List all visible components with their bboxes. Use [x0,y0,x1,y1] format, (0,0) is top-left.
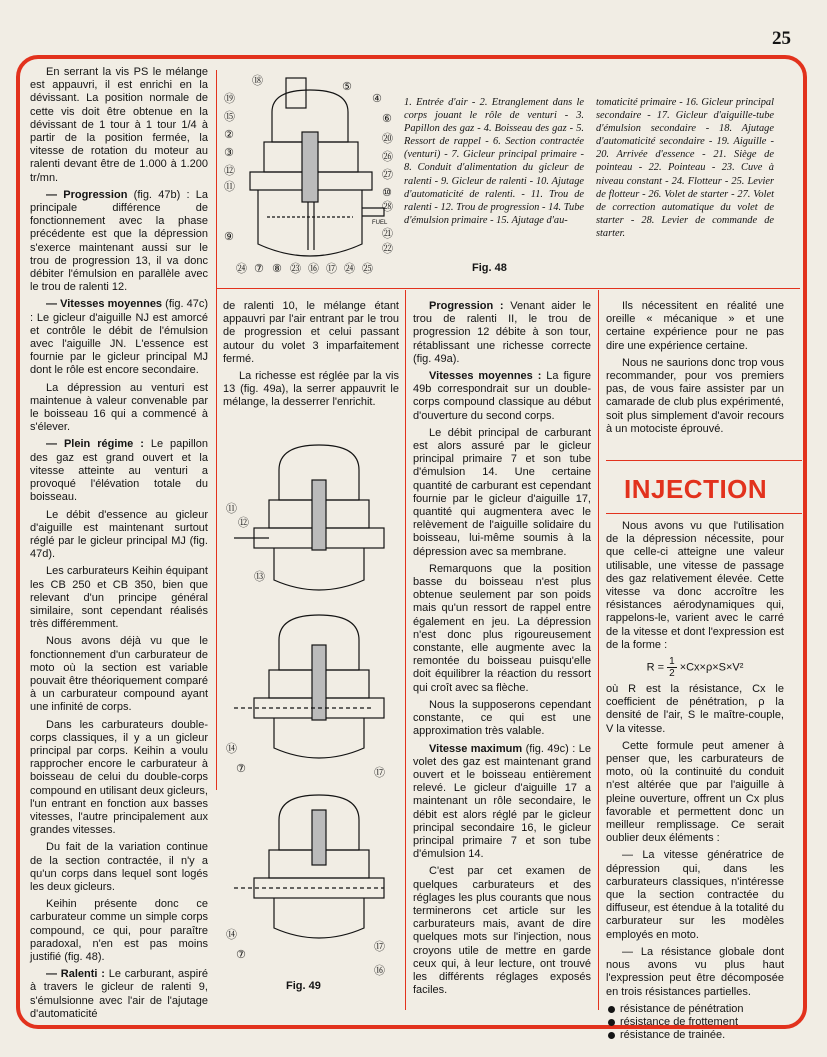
callout-number: ㉔ [344,262,355,275]
fig48-label: Fig. 48 [472,262,507,274]
paragraph-text: Venant aider le trou de ralenti II, le trou de progression 12 débite à son tour, rétablissant une richesse correcte (fig. 49a). [413,300,592,365]
formula-denominator: 2 [669,668,675,680]
callout-number: ⑰ [326,262,337,275]
callout-number: ⑮ [224,110,235,123]
formula-lhs: R = [646,661,664,674]
paragraph-text: Le carburant, aspiré à travers le gicleur de ralenti 9, s'émulsionne avec l'air de l'ajutage d'automaticité [30,968,209,1020]
paragraph [413,300,591,366]
paragraph: Cette formule peut amener à penser que, les carburateurs de moto, où la continuité du conduit n'est altérée que par l'aiguille à pleine ouverture, offrent un Cx plus favorable et permettent donc un meilleur remplissage. Ce serait oublier deux éléments : [606,739,784,845]
paragraph: Remarquons que la position basse du boisseau n'est plus obtenue seulement par son poids mais qu'un ressort de rappel entre également en jeu. La dépression n'est donc plus rigoureusement constante, elle augmente avec la remontée du boisseau puisqu'elle doit équilibrer la réaction du ressort qui croît avec sa flèche. [413,562,591,694]
callout-number: ⑪ [226,502,237,515]
paragraph [30,438,208,504]
callout-number: ⑫ [238,516,249,529]
divider-horizontal [216,288,800,289]
paragraph: Dans les carburateurs double-corps classiques, il y a un gicleur principal par corps. Keihin a voulu rapprocher encore le carburateur à boisseau de celui du double-corps compound en utilisant deux gicleurs, l'un entrant en fonction aux basses vitesses, l'autre principalement aux grandes vitesses. [30,718,208,837]
paragraph: Le débit d'essence au gicleur d'aiguille est maintenant surtout réglé par le gicleur principal MJ (fig. 47d). [30,508,208,561]
callout-number: ③ [224,146,234,159]
callout-number: ⑭ [226,928,237,941]
callout-number: ㉖ [382,150,393,163]
list-item: résistance de frottement [606,1016,784,1029]
carburetor-diagram-fig48 [222,72,397,282]
paragraph: Nous avons vu que l'utilisation de la dépression nécessite, pour que celle-ci atteigne une valeur utilisable, une vitesse de passage des gaz relativement élevée. Cette vitesse va donc accroître les résistances aérodynamiques qui, rappelons-le, varient avec le carré de la vitesse et dont l'expression est de la forme : [606,520,784,651]
subheading: Progression : [429,300,504,312]
paragraph: Les carburateurs Keihin équipant les CB 250 et CB 350, bien que relevant d'un principe général similaire, sont cependant réalisés très différemment. [30,565,208,631]
callout-number: ⑭ [226,742,237,755]
callout-number: ⑬ [254,570,265,583]
paragraph [30,298,208,377]
paragraph-text: (fig. 49c) : Le volet des gaz est maintenant grand ouvert et le boisseau entièrement relevé. Le gicleur d'aiguille 17 a maintenant un rôle secondaire, le débit est alors réglé par le gicleur principal secondaire 16, le gicleur principal primaire 7 et son tube d'émulsion 14. [413,742,591,861]
paragraph: Nous ne saurions donc trop vous recommander, pour vos premiers pas, de vous faire assister par un camarade de club plus expérimenté, soit plus simplement d'avoir recours à un motociste éprouvé. [606,356,784,435]
paragraph: La dépression au venturi est maintenue à valeur convenable par le boisseau 16 qui a commencé à s'élever. [30,381,208,434]
callout-number: ⑰ [374,766,385,779]
callout-number: ㉑ [382,227,393,240]
divider-col2 [405,290,406,1010]
callout-number: ⑲ [224,92,235,105]
paragraph-text: (fig. 47c) : Le gicleur d'aiguille NJ est amorcé et contrôle le débit de l'émulsion avec l'aiguille JN. L'essence est fournie par le gicleur principal MJ dont le rôle est encore secondaire. [30,298,208,377]
callout-number: ⑪ [224,180,235,193]
subheading: — Progression [46,188,128,201]
callout-number: ㉒ [382,242,393,255]
callout-number: ㉓ [290,262,301,275]
callout-number: ⑰ [374,940,385,953]
paragraph: Nous la supposerons cependant constante, ce qui est une approximation très valable. [413,698,591,738]
callout-number: ⑨ [224,230,234,243]
callout-number: ② [224,128,234,141]
caption-text: tomaticité primaire - 16. Gicleur principal secondaire - 17. Gicleur d'aiguille-tube d'émulsion secondaire - 18. Ajutage d'automaticité secondaire - 19. Aiguille - 20. Arrivée d'essence - 21. Siège de pointeau - 22. Pointeau - 23. Cuve à niveau constant - 24. Flotteur - 25. Levier de flotteur - 26. Volet de starter - 27. Volet de correction automatique du volet de starter - 28. Levier de commande de starter. [596,97,774,239]
paragraph: La richesse est réglée par la vis 13 (fig. 49a), la serrer appauvrit le mélange, la desserrer l'enrichit. [223,370,399,409]
caption-text: 1. Entrée d'air - 2. Etranglement dans le corps jouant le rôle de venturi - 3. Papillon des gaz - 4. Boisseau des gaz - 5. Ressort de rappel - 6. Section contractée (venturi) - 7. Gicleur principal primaire - 8. Conduit d'alimentation du gicleur de ralenti - 9. Gicleur de ralenti - 10. Ajutage d'automaticité de ralenti. - 11. Trou de ralenti - 12. Trou de progression - 14. Tube d'émulsion primaire - 15. Ajutage d'au- [404,97,584,226]
subheading: — Ralenti : [46,968,105,981]
fuel-label: FUEL [372,220,388,226]
subheading: — Plein régime : [46,438,144,451]
callout-number: ⑤ [342,80,352,93]
callout-number: ⑯ [308,262,319,275]
divider-col1 [216,70,217,790]
subheading: Vitesse maximum [429,742,523,755]
subheading: Vitesses moyennes : [429,370,542,383]
formula-rhs: ×Cx×ρ×S×V² [679,661,744,674]
callout-number: ㉘ [382,200,393,213]
callout-number: ㉗ [382,168,393,181]
paragraph [413,370,591,423]
callout-number: ⑱ [252,74,263,87]
resistance-list [606,1003,784,1042]
formula-numerator: 1 [669,656,675,668]
paragraph-text: (fig. 47b) : La principale différence de fonctionnement avec la phase précédente est que la dépression s'exerce maintenant aussi sur le trou de progression 13, il va donc débiter l'émulsion en parallèle avec le trou de ralenti 12. [30,188,208,294]
list-item: résistance de trainée. [606,1029,784,1042]
fig48-caption-left [404,96,584,227]
callout-number: ④ [372,92,382,105]
paragraph: Nous avons déjà vu que le fonctionnement d'un carburateur de moto où la section est variable pouvait être théoriquement comparé à un carburateur compound ayant une infinité de corps. [30,635,208,714]
paragraph [413,743,591,862]
paragraph [30,189,208,295]
paragraph: — La résistance globale dont nous avons vu plus haut l'expression peut être décomposée en trois résistances partielles. [606,945,784,998]
paragraph: de ralenti 10, le mélange étant appauvri par l'air entrant par le trou de progression et celui passant autour du volet 3 imparfaitement fermé. [223,300,399,365]
formula-fraction [667,656,677,679]
column-4 [606,300,784,440]
resistance-formula [606,656,784,679]
section-title: INJECTION [624,474,768,504]
paragraph [30,968,208,1021]
callout-number: ⑯ [374,964,385,977]
paragraph: C'est par cet examen de quelques carburateurs et des réglages les plus courants que nous terminerons cet article sur les carburateurs mais, avant de dire quelques mots sur l'injection, nous croyons utile de mettre en garde ceux qui, à leur lecture, ont trouvé les différents réglages exposés faciles. [413,865,591,997]
column-2 [223,300,399,414]
subheading: — Vitesses moyennes [46,298,163,311]
callout-number: ㉔ [236,262,247,275]
carburetor-diagram-fig49 [224,430,400,990]
paragraph: — La vitesse génératrice de dépression qui, dans les carburateurs classiques, n'intéresse que la section contractée du diffuseur, est étendue à la totalité du carburateur sur les modèles employés en moto. [606,849,784,941]
paragraph: Keihin présente donc ce carburateur comme un simple corps compound, ce qui, pour paraître paradoxal, n'en est pas moins justifié (fig. 48). [30,898,208,963]
callout-number: ⑧ [272,262,282,275]
callout-number: ⑫ [224,164,235,177]
callout-number: ⑦ [236,762,246,775]
fig49-label: Fig. 49 [286,980,321,992]
column-1 [30,66,208,1025]
paragraph: où R est la résistance, Cx le coefficient de pénétration, ρ la densité de l'air, S le maître-couple, V la vitesse. [606,683,784,735]
callout-number: ⑩ [382,186,392,199]
list-item: résistance de pénétration [606,1003,784,1016]
paragraph-text: La figure 49b correspondrait sur un double-corps compound classique au début d'ouverture du second corps. [413,370,591,422]
page-number: 25 [772,28,791,49]
paragraph: Ils nécessitent en réalité une oreille « mécanique » et une certaine expérience pour ne pas dire une expérience certaine. [606,300,784,352]
divider-col3 [598,290,599,1010]
paragraph: Le débit principal de carburant est alors assuré par le gicleur principal primaire 7 et son tube d'émulsion 14. Une certaine quantité de carburant est cependant fournie par le gicleur d'aiguille 17, quantité qui augmentera avec le relèvement de l'aiguille solidaire du boisseau, lui-même soumis à la dépression avec sa membrane. [413,426,591,558]
paragraph-text: Le papillon des gaz est grand ouvert et la vitesse atteinte au venturi a provoqué l'élévation totale du boisseau. [30,438,208,504]
callout-number: ⑦ [236,948,246,961]
callout-number: ⑥ [382,112,392,125]
column-3 [413,300,591,1001]
fig48-caption-right [596,96,774,240]
paragraph: En serrant la vis PS le mélange est appauvri, il est enrichi en la dévissant. La position normale de cette vis doit être obtenue en la dévissant de 1 tour à 1 tour 1/4 à partir de la position fermée, la vitesse de rotation du moteur au ralenti devant être de 1.000 à 1.200 tr/mn. [30,66,208,184]
paragraph: Du fait de la variation continue de la section contractée, il n'y a qu'un corps dans lequel sont logés les deux gicleurs. [30,841,208,893]
callout-number: ⑳ [382,132,393,145]
callout-number: ㉕ [362,262,373,275]
callout-number: ⑦ [254,262,264,275]
column-4-injection [606,520,784,1042]
